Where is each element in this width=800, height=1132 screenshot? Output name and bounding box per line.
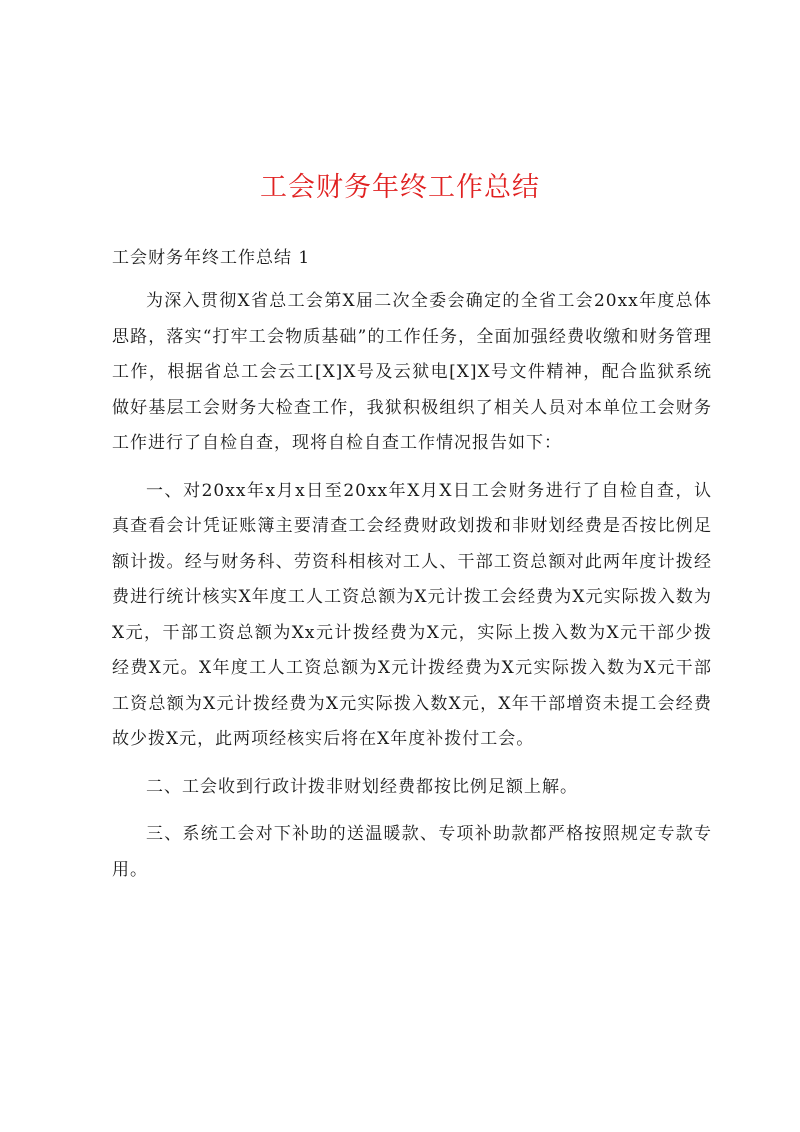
paragraph-item-1: 一、对20xx年x月x日至20xx年X月X日工会财务进行了自检自查，认真查看会计凭证账簿主要清查工会经费财政划拨和非财划经费是否按比例足额计拨。经与财务科、劳资科相核对工人、干部工资总额对此两年度计拨经费进行统计核实X年度工人工资总额为X元计拨工会经费为X元实际拨入数为X元，干部工资总额为Xx元计拨经费为X元，实际上拨入数为X元干部少拨经费X元。X年度工人工资总额为X元计拨经费为X元实际拨入数为X元干部工资总额为X元计拨经费为X元实际拨入数X元，X年干部增资未提工会经费故少拨X元，此两项经核实后将在X年度补拨付工会。 [112, 480, 712, 749]
paragraph-item-3: 三、系统工会对下补助的送温暖款、专项补助款都严格按照规定专款专用。 [112, 824, 712, 880]
paragraph-intro: 为深入贯彻X省总工会第X届二次全委会确定的全省工会20xx年度总体思路，落实“打牢工会物质基础”的工作任务，全面加强经费收缴和财务管理工作，根据省总工会云工[X]X号及云狱电[X]X号文件精神，配合监狱系统做好基层工会财务大检查工作，我狱积极组织了相关人员对本单位工会财务工作进行了自检自查，现将自检自查工作情况报告如下： [112, 291, 712, 453]
document-body [112, 284, 712, 900]
document-title: 工会财务年终工作总结 [260, 172, 540, 203]
paragraph-item-2: 二、工会收到行政计拨非财划经费都按比例足额上解。 [146, 776, 578, 797]
section-heading: 工会财务年终工作总结 1 [112, 248, 311, 268]
